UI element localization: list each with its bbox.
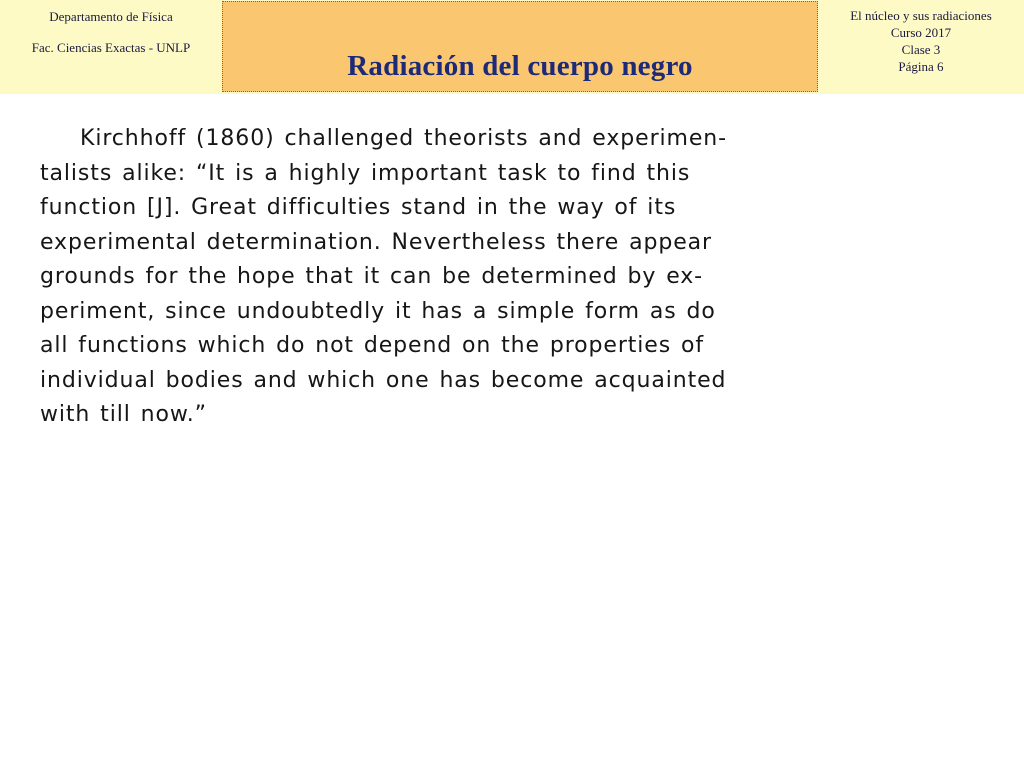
quote-line: Kirchhoff (1860) challenged theorists and experimen- xyxy=(80,126,727,151)
class-number: Clase 3 xyxy=(901,42,941,57)
course-name: El núcleo y sus radiaciones xyxy=(850,8,992,23)
institution-block xyxy=(0,0,222,94)
quote-line: individual bodies and which one has become acquainted xyxy=(40,367,727,393)
course-info-block xyxy=(818,0,1024,94)
quote-line: experimental determination. Nevertheless there appear xyxy=(40,229,712,255)
course-year: Curso 2017 xyxy=(890,25,952,40)
title-box xyxy=(222,1,818,92)
quote-line: grounds for the hope that it can be determined by ex- xyxy=(40,264,704,289)
faculty-label: Fac. Ciencias Exactas - UNLP xyxy=(31,40,191,55)
slide-title: Radiación del cuerpo negro xyxy=(347,50,693,82)
quote-line: talists alike: “It is a highly important task to find this xyxy=(40,160,691,186)
quote-line: with till now.” xyxy=(40,402,207,427)
quote-line: periment, since undoubtedly it has a simple form as do xyxy=(40,298,716,324)
quote-line: function [J]. Great difficulties stand in the way of its xyxy=(40,195,677,220)
page-number: Página 6 xyxy=(898,59,944,74)
quote-line: all functions which do not depend on the properties of xyxy=(40,333,705,358)
slide-header xyxy=(0,0,1024,94)
kirchhoff-quote xyxy=(40,122,990,433)
department-label: Departamento de Física xyxy=(49,9,173,24)
